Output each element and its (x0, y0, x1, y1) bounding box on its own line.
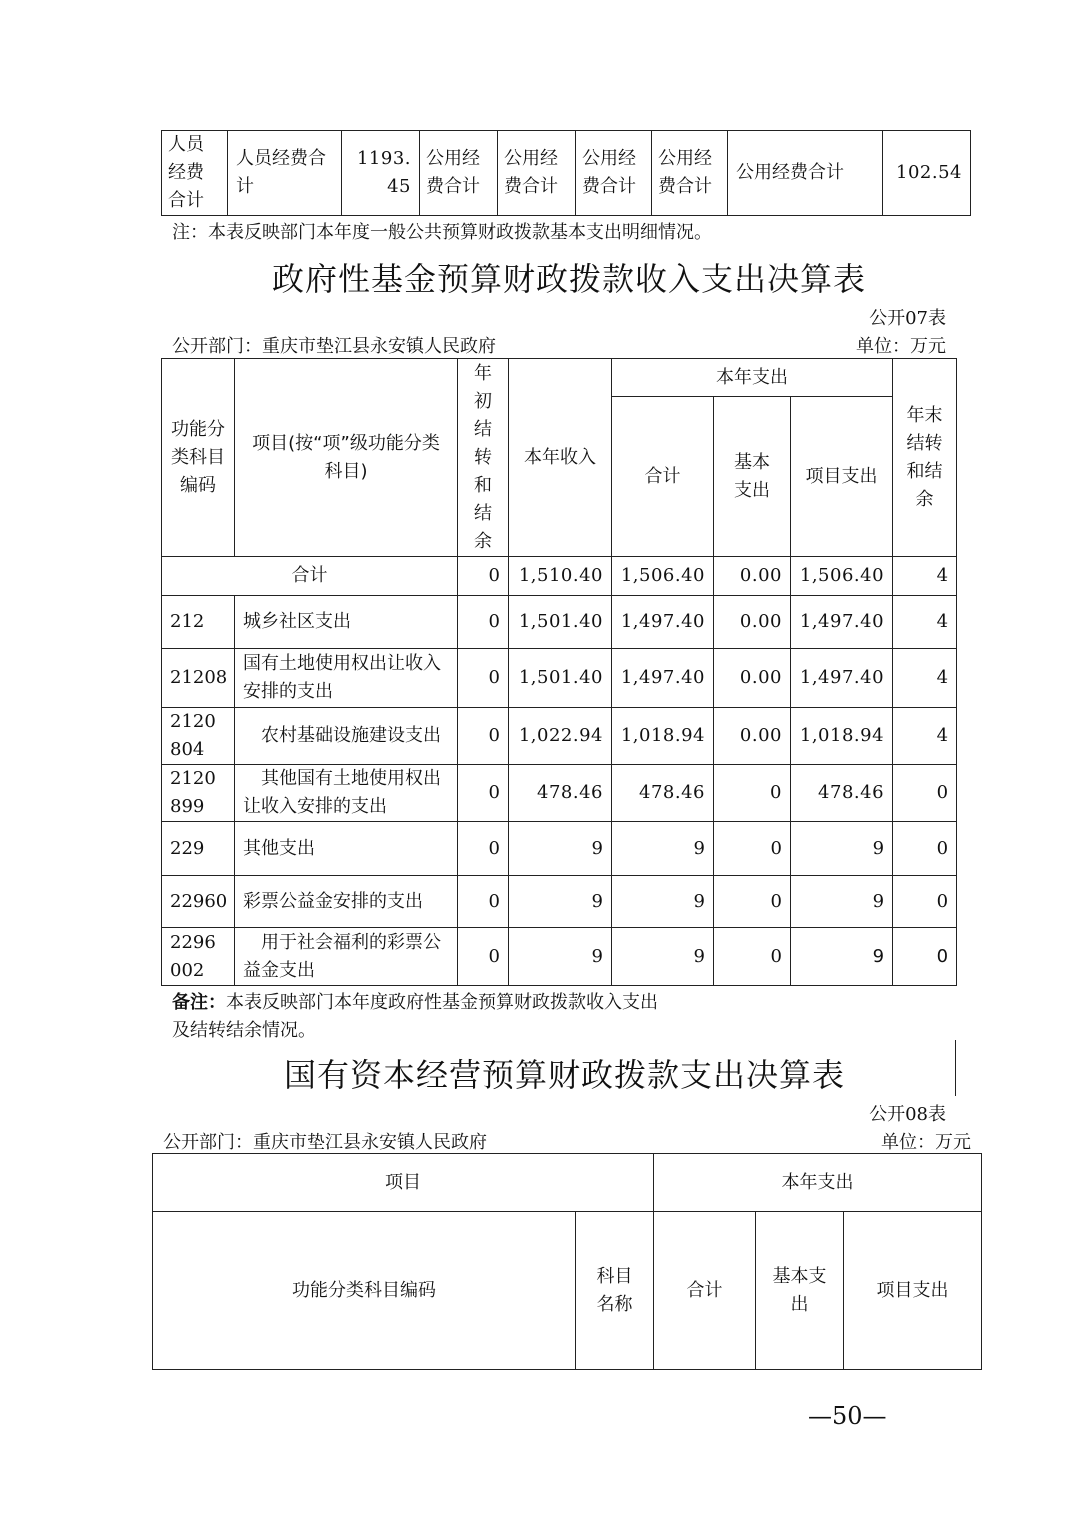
cell-public-value: 102.54 (883, 131, 971, 216)
cell: 0 (893, 928, 957, 986)
cell: 0.00 (714, 596, 791, 649)
table08-dept: 公开部门：重庆市垫江县永安镇人民政府 (163, 1132, 487, 1153)
table-row (162, 765, 957, 822)
cell: 1,497.40 (791, 649, 893, 708)
cell: 9 (509, 928, 612, 986)
cell: 0 (458, 928, 509, 986)
table07-note-line2: 及结转结余情况。 (172, 1020, 316, 1041)
table07 (161, 358, 957, 986)
cell: 1,497.40 (612, 649, 714, 708)
header-total: 合计 (612, 397, 714, 557)
cell: 478.46 (612, 765, 714, 822)
page-number: —50— (808, 1402, 887, 1430)
cell: 1,506.40 (612, 557, 714, 596)
cell: 0 (458, 822, 509, 876)
cell: 4 (893, 708, 957, 765)
cell-public-label: 公用经费合计 (652, 131, 728, 216)
table08-unit: 单位：万元 (881, 1132, 971, 1153)
cell-code: 2120804 (162, 708, 235, 765)
cell: 4 (893, 649, 957, 708)
cell: 0 (458, 876, 509, 928)
cell: 0 (714, 822, 791, 876)
cell: 9 (612, 822, 714, 876)
table-row (162, 822, 957, 876)
top-note: 注：本表反映部门本年度一般公共预算财政拨款基本支出明细情况。 (172, 222, 712, 243)
cell: 478.46 (791, 765, 893, 822)
header-project: 项目支出 (844, 1212, 982, 1370)
cell: 0 (893, 822, 957, 876)
table-row (162, 708, 957, 765)
note-label: 备注： (172, 992, 226, 1013)
note-text: 本表反映部门本年度政府性基金预算财政拨款收入支出 (226, 992, 658, 1013)
cell: 0 (893, 876, 957, 928)
header-income: 本年收入 (509, 359, 612, 557)
cell-code: 22960 (162, 876, 235, 928)
table-row (162, 928, 957, 986)
cell: 9 (791, 876, 893, 928)
cell: 1,506.40 (791, 557, 893, 596)
total-label: 合计 (162, 557, 458, 596)
top-partial-table (161, 130, 971, 216)
cell: 0.00 (714, 708, 791, 765)
cell: 0.00 (714, 649, 791, 708)
cell: 1,510.40 (509, 557, 612, 596)
cell-personnel-value: 1193.45 (342, 131, 420, 216)
cell-public-total-label: 公用经费合计 (728, 131, 883, 216)
table08-title: 国有资本经营预算财政拨款支出决算表 (284, 1056, 846, 1094)
cell-name: 其他国有土地使用权出让收入安排的支出 (235, 765, 458, 822)
table-row-total (162, 557, 957, 596)
table-row (162, 596, 957, 649)
cell: 1,018.94 (791, 708, 893, 765)
cell-name: 彩票公益金安排的支出 (235, 876, 458, 928)
cell-name: 国有土地使用权出让收入安排的支出 (235, 649, 458, 708)
cell-code: 21208 (162, 649, 235, 708)
cell: 9 (612, 876, 714, 928)
table07-unit: 单位：万元 (856, 336, 946, 357)
cell: 0 (893, 765, 957, 822)
cell: 9 (791, 822, 893, 876)
header-basic: 基本支出 (756, 1212, 844, 1370)
cell: 0.00 (714, 557, 791, 596)
cell-name: 其他支出 (235, 822, 458, 876)
cell: 0 (714, 876, 791, 928)
table07-dept: 公开部门：重庆市垫江县永安镇人民政府 (172, 336, 496, 357)
cell: 1,018.94 (612, 708, 714, 765)
table-row (162, 876, 957, 928)
cell: 0 (458, 596, 509, 649)
cell: 0 (458, 708, 509, 765)
cell: 0 (458, 649, 509, 708)
cell: 9 (509, 822, 612, 876)
header-begin-balance: 年初结转和结余 (458, 359, 509, 557)
header-project: 项目支出 (791, 397, 893, 557)
cell: 1,022.94 (509, 708, 612, 765)
cell: 0 (714, 765, 791, 822)
header-code: 功能分类科目编码 (153, 1212, 576, 1370)
cell-code: 212 (162, 596, 235, 649)
cell-code: 2296002 (162, 928, 235, 986)
table07-code: 公开07表 (869, 308, 946, 329)
cell: 1,501.40 (509, 596, 612, 649)
cell: 9 (791, 928, 893, 986)
cell: 0 (458, 765, 509, 822)
cell: 9 (509, 876, 612, 928)
cell: 0 (458, 557, 509, 596)
table-row (162, 649, 957, 708)
table07-title: 政府性基金预算财政拨款收入支出决算表 (272, 260, 867, 298)
cell-name: 用于社会福利的彩票公益金支出 (235, 928, 458, 986)
table07-note (172, 988, 658, 1014)
cell-code: 2120899 (162, 765, 235, 822)
cell: 4 (893, 557, 957, 596)
header-expense: 本年支出 (612, 359, 893, 397)
cell: 478.46 (509, 765, 612, 822)
table08 (152, 1153, 982, 1370)
cell-name: 农村基础设施建设支出 (235, 708, 458, 765)
header-code: 功能分类科目编码 (162, 359, 235, 557)
cell: 1,497.40 (791, 596, 893, 649)
cell-name: 城乡社区支出 (235, 596, 458, 649)
cell-public-label: 公用经费合计 (420, 131, 498, 216)
header-basic: 基本支出 (714, 397, 791, 557)
header-item: 项目(按“项”级功能分类科目) (235, 359, 458, 557)
header-name: 科目名称 (576, 1212, 654, 1370)
cell: 9 (612, 928, 714, 986)
header-total: 合计 (654, 1212, 756, 1370)
cell-code: 229 (162, 822, 235, 876)
cell: 1,501.40 (509, 649, 612, 708)
vertical-divider (955, 1040, 956, 1096)
cell: 0 (714, 928, 791, 986)
header-end-balance: 年末结转和结余 (893, 359, 957, 557)
cell-personnel-label: 人员经费合计 (162, 131, 228, 216)
cell: 4 (893, 596, 957, 649)
table08-code: 公开08表 (869, 1104, 946, 1125)
cell-personnel-total-label: 人员经费合计 (228, 131, 342, 216)
cell-public-label: 公用经费合计 (498, 131, 576, 216)
cell-public-label: 公用经费合计 (576, 131, 652, 216)
header-expense: 本年支出 (654, 1154, 982, 1212)
header-item: 项目 (153, 1154, 654, 1212)
cell: 1,497.40 (612, 596, 714, 649)
